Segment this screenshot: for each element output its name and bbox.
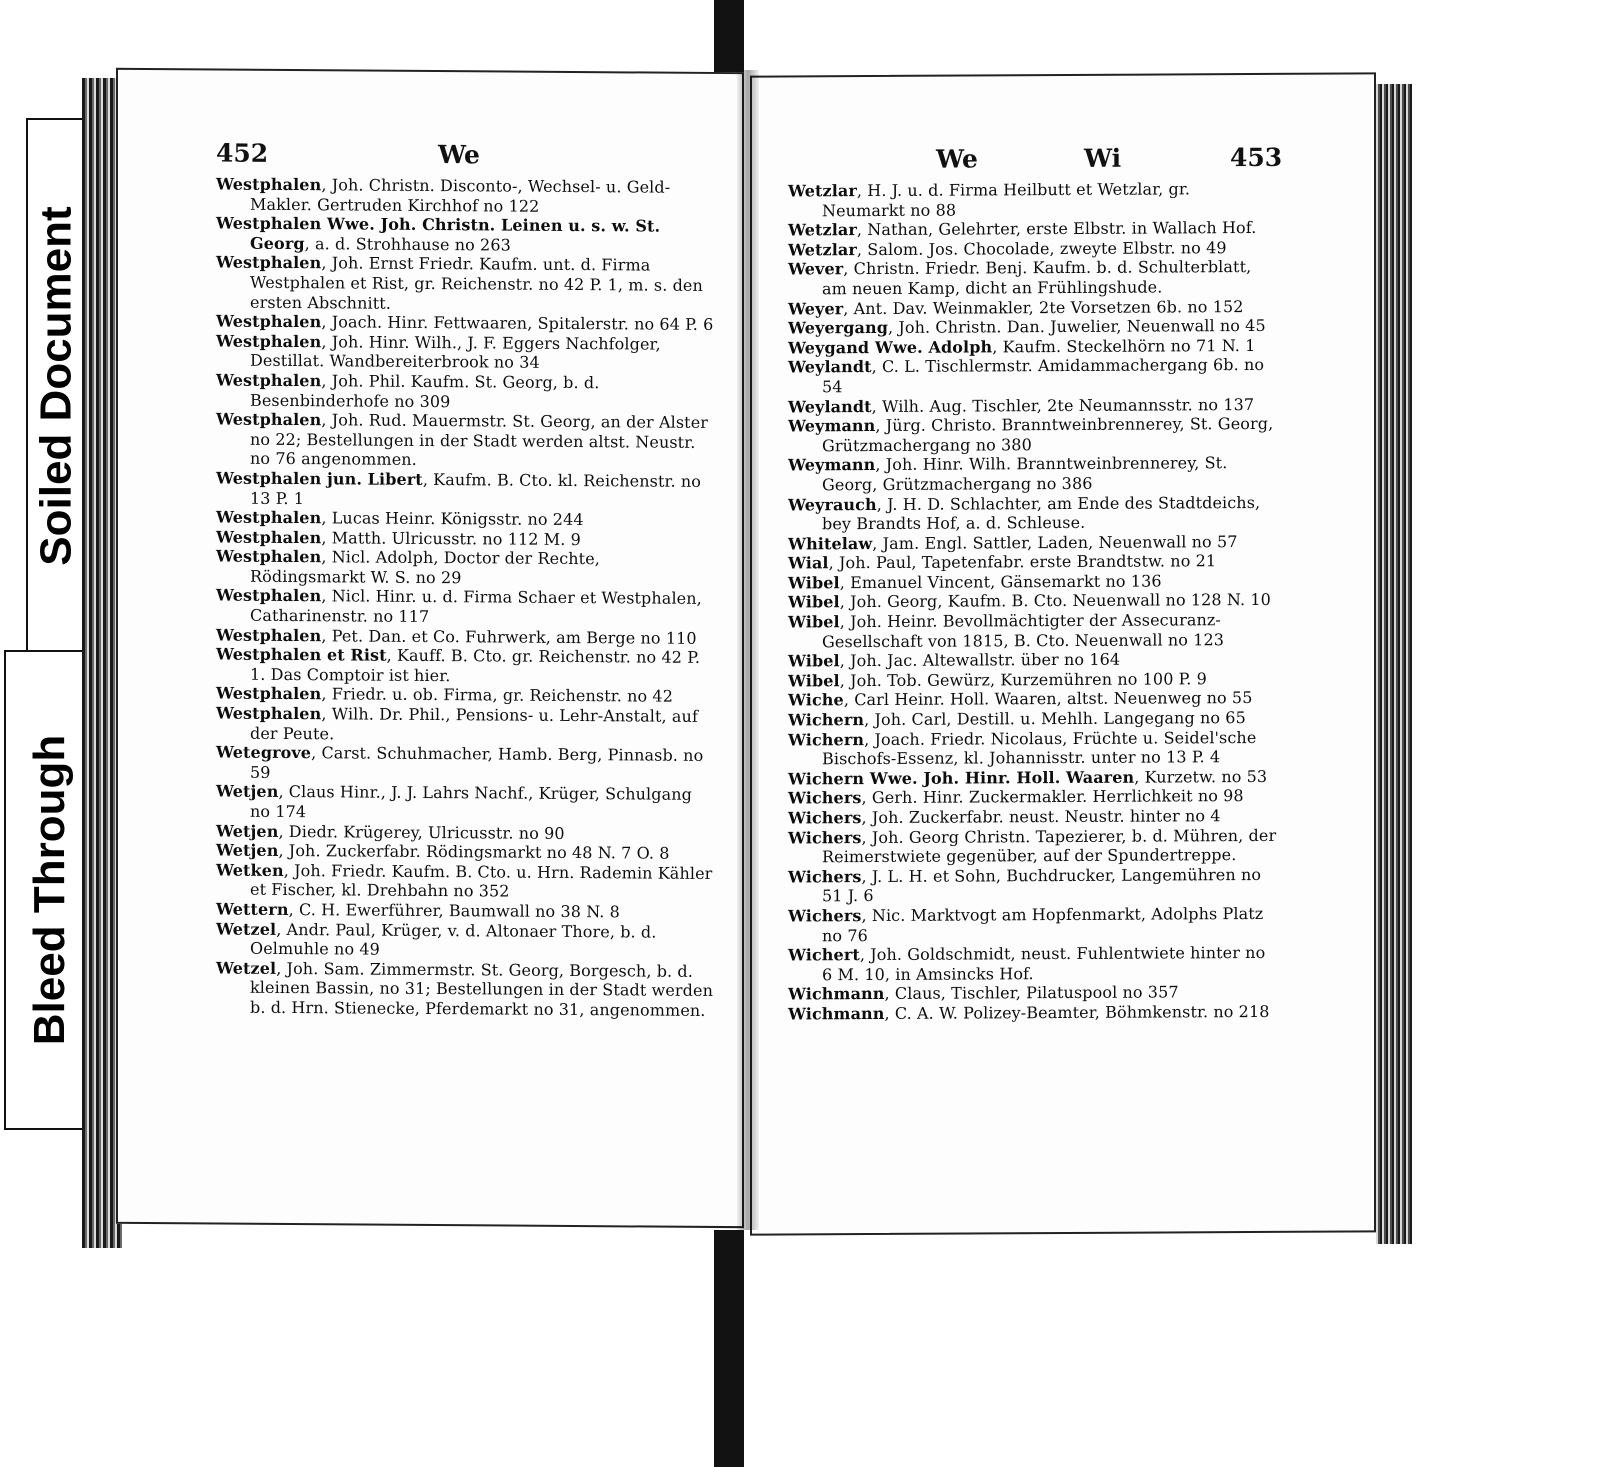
directory-entry: Wichers, Joh. Georg Christn. Tapezierer, b. d. Mühren, der Reimerstwiete gegenüber, auf der Spundertreppe.: [788, 825, 1277, 867]
directory-entry: Wetjen, Diedr. Krügerey, Ulricusstr. no 90: [216, 821, 565, 843]
directory-entry: Westphalen, Joh. Rud. Mauermstr. St. Georg, an der Alster no 22; Bestellungen in der Stadt werden altst. Neustr. no 76 angenommen.: [216, 409, 709, 470]
directory-entry: Wichers, J. L. H. et Sohn, Buchdrucker, Langemühren no 51 J. 6: [788, 864, 1262, 906]
left-page-header: We: [438, 140, 480, 170]
directory-entry: Wial, Joh. Paul, Tapetenfabr. erste Brandtstw. no 21: [788, 551, 1217, 573]
right-page-number: 453: [1230, 142, 1283, 173]
directory-entry: Wetken, Joh. Friedr. Kaufm. B. Cto. u. Hrn. Rademin Kähler et Fischer, kl. Drehbahn no 352: [216, 860, 713, 901]
directory-entry: Westphalen jun. Libert, Kaufm. B. Cto. kl. Reichenstr. no 13 P. 1: [216, 468, 701, 508]
directory-entry: Wibel, Joh. Tob. Gewürz, Kurzemühren no 100 P. 9: [788, 669, 1207, 691]
directory-entry: Wichmann, Claus, Tischler, Pilatuspool no 357: [788, 982, 1179, 1004]
left-page-number: 452: [216, 138, 269, 168]
directory-entry: Weyergang, Joh. Christn. Dan. Juwelier, Neuenwall no 45: [788, 316, 1266, 338]
directory-entry: Westphalen, Nicl. Hinr. u. d. Firma Schaer et Westphalen, Catharinenstr. no 117: [216, 585, 702, 627]
directory-entry: Westphalen, Joh. Phil. Kaufm. St. Georg, b. d. Besenbinderhofe no 309: [216, 370, 600, 411]
directory-entry: Westphalen, Pet. Dan. et Co. Fuhrwerk, am Berge no 110: [216, 625, 697, 648]
directory-entry: Wetzel, Andr. Paul, Krüger, v. d. Altonaer Thore, b. d. Oelmuhle no 49: [216, 919, 657, 959]
right-page-header-right: Wi: [1084, 143, 1122, 173]
bleed-through-label: Bleed Through: [25, 734, 74, 1046]
directory-entry: Westphalen, Lucas Heinr. Königsstr. no 244: [216, 507, 584, 530]
directory-entry: Westphalen, Wilh. Dr. Phil., Pensions- u. Lehr-Anstalt, auf der Peute.: [216, 703, 698, 743]
directory-entry: Wichers, Nic. Marktvogt am Hopfenmarkt, Adolphs Platz no 76: [788, 903, 1264, 945]
directory-entry: Weylandt, Wilh. Aug. Tischler, 2te Neumannsstr. no 137: [788, 394, 1255, 416]
scanner-strip-bottom: [714, 1230, 744, 1467]
directory-entry: Wichers, Joh. Zuckerfabr. neust. Neustr. hinter no 4: [788, 806, 1221, 828]
directory-entry: Wichers, Gerh. Hinr. Zuckermakler. Herrlichkeit no 98: [788, 786, 1244, 808]
directory-entry: Westphalen, Joh. Hinr. Wilh., J. F. Eggers Nachfolger, Destillat. Wandbereiterbrook no 34: [216, 331, 661, 373]
directory-entry: Wibel, Joh. Jac. Altewallstr. über no 164: [788, 649, 1121, 671]
directory-entry: Weymann, Jürg. Christo. Branntweinbrennerey, St. Georg, Grützmachergang no 380: [788, 414, 1274, 455]
right-page: [750, 72, 1376, 1235]
directory-entry: Wiche, Carl Heinr. Holl. Waaren, altst. Neuenweg no 55: [788, 688, 1253, 710]
directory-entry: Wichern, Joh. Carl, Destill. u. Mehlh. Langegang no 65: [788, 708, 1246, 730]
directory-entry: Wibel, Emanuel Vincent, Gänsemarkt no 136: [788, 571, 1162, 593]
open-book: [82, 70, 1412, 1250]
directory-entry: Westphalen, Joach. Hinr. Fettwaaren, Spitalerstr. no 64 P. 6: [216, 311, 714, 335]
right-entries-list: [788, 179, 1278, 1024]
directory-entry: Wichmann, C. A. W. Polizey-Beamter, Böhmkenstr. no 218: [788, 1001, 1270, 1024]
directory-entry: Westphalen, Matth. Ulricusstr. no 112 M. 9: [216, 527, 581, 549]
directory-entry: Wetzel, Joh. Sam. Zimmermstr. St. Georg, Borgesch, b. d. kleinen Bassin, no 31; Bestellungen in der Stadt werden b. d. Hrn. Stienecke, Pferdemarkt no 31, angenommen.: [216, 958, 713, 1020]
right-page-header-left: We: [936, 144, 978, 174]
directory-entry: Wichern, Joach. Friedr. Nicolaus, Früchte u. Seidel'sche Bischofs-Essenz, kl. Johannisstr. unter no 13 P. 4: [788, 727, 1257, 769]
directory-entry: Wichern Wwe. Joh. Hinr. Holl. Waaren, Kurzetw. no 53: [788, 766, 1268, 789]
page-edge-right: [1376, 84, 1412, 1244]
directory-entry: Wetegrove, Carst. Schuhmacher, Hamb. Berg, Pinnasb. no 59: [216, 742, 704, 782]
directory-entry: Weyer, Ant. Dav. Weinmakler, 2te Vorsetzen 6b. no 152: [788, 296, 1244, 319]
left-entries-list: [216, 175, 716, 1021]
soiled-document-tag: [26, 118, 88, 654]
directory-entry: Westphalen Wwe. Joh. Christn. Leinen u. s. w. St. Georg, a. d. Strohhause no 263: [216, 213, 661, 255]
directory-entry: Westphalen et Rist, Kauff. B. Cto. gr. Reichenstr. no 42 P. 1. Das Comptoir ist hier.: [216, 644, 701, 685]
directory-entry: Wever, Christn. Friedr. Benj. Kaufm. b. d. Schulterblatt, am neuen Kamp, dicht an Frühlingshude.: [788, 257, 1252, 299]
book-gutter: [737, 70, 759, 1230]
directory-entry: Westphalen, Joh. Ernst Friedr. Kaufm. unt. d. Firma Westphalen et Rist, gr. Reichenstr. no 42 P. 1, m. s. den ersten Abschnitt.: [216, 252, 703, 313]
soiled-document-label: Soiled Document: [32, 206, 81, 566]
directory-entry: Weygand Wwe. Adolph, Kaufm. Steckelhörn no 71 N. 1: [788, 335, 1256, 358]
directory-entry: Wetzlar, Nathan, Gelehrter, erste Elbstr. in Wallach Hof.: [788, 218, 1257, 240]
directory-entry: Wibel, Joh. Heinr. Bevollmächtigter der Assecuranz-Gesellschaft von 1815, B. Cto. Neuenwall no 123: [788, 610, 1225, 651]
left-page: [116, 68, 744, 1228]
directory-entry: Weyrauch, J. H. D. Schlachter, am Ende des Stadtdeichs, bey Brandts Hof, a. d. Schleuse.: [788, 492, 1261, 534]
directory-entry: Wetjen, Claus Hinr., J. J. Lahrs Nachf., Krüger, Schulgang no 174: [216, 781, 693, 822]
directory-entry: Weymann, Joh. Hinr. Wilh. Branntweinbrennerey, St. Georg, Grützmachergang no 386: [788, 453, 1228, 495]
directory-entry: Wibel, Joh. Georg, Kaufm. B. Cto. Neuenwall no 128 N. 10: [788, 590, 1271, 612]
directory-entry: Weylandt, C. L. Tischlermstr. Amidammachergang 6b. no 54: [788, 355, 1265, 397]
directory-entry: Wettern, C. H. Ewerführer, Baumwall no 38 N. 8: [216, 899, 620, 922]
directory-entry: Westphalen, Nicl. Adolph, Doctor der Rechte, Rödingsmarkt W. S. no 29: [216, 546, 600, 588]
directory-entry: Wichert, Joh. Goldschmidt, neust. Fuhlentwiete hinter no 6 M. 10, in Amsincks Hof.: [788, 943, 1266, 985]
directory-entry: Wetjen, Joh. Zuckerfabr. Rödingsmarkt no 48 N. 7 O. 8: [216, 840, 670, 863]
directory-entry: Westphalen, Joh. Christn. Disconto-, Wechsel- u. Geld-Makler. Gertruden Kirchhof no 122: [216, 174, 671, 216]
directory-entry: Wetzlar, H. J. u. d. Firma Heilbutt et Wetzlar, gr. Neumarkt no 88: [788, 179, 1191, 220]
directory-entry: Wetzlar, Salom. Jos. Chocolade, zweyte Elbstr. no 49: [788, 237, 1227, 260]
directory-entry: Whitelaw, Jam. Engl. Sattler, Laden, Neuenwall no 57: [788, 531, 1238, 554]
directory-entry: Westphalen, Friedr. u. ob. Firma, gr. Reichenstr. no 42: [216, 683, 673, 707]
